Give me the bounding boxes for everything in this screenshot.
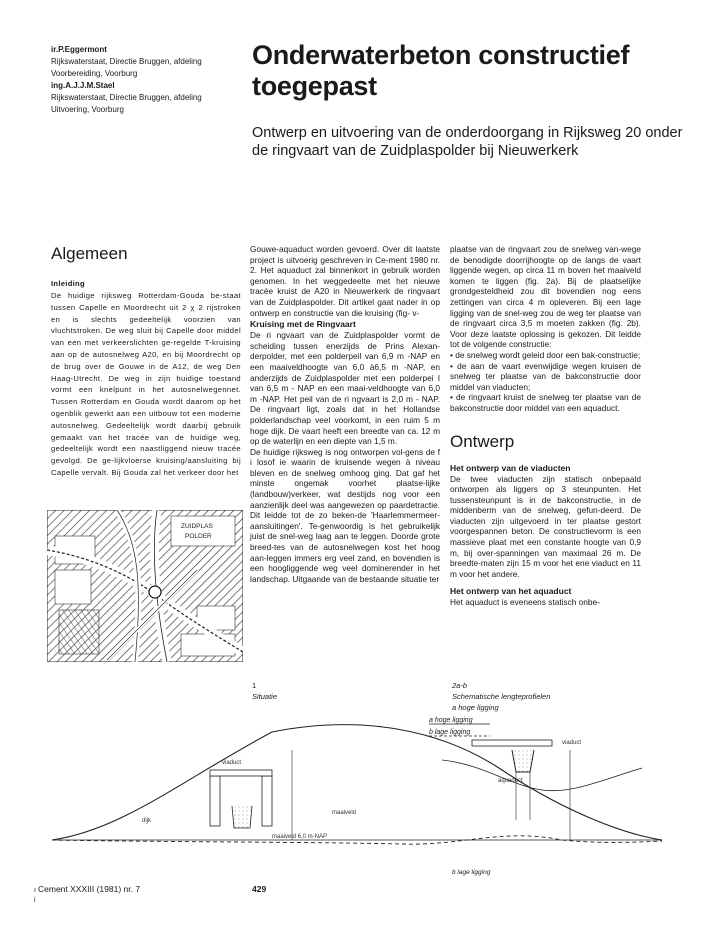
section-heading: Ontwerp [450,431,515,451]
author-affiliation: Rijkswaterstaat, Directie Bruggen, afdeling [51,57,202,66]
figure-caption-text: Schematische lengteprofielen [452,692,551,701]
column-2 [250,244,440,584]
legend-b: b lage ligging [429,729,471,736]
article-title [252,40,692,102]
page-number: 429 [252,884,267,894]
profile-label: dijk [142,818,152,824]
journal-reference: Cement XXXIII (1981) nr. 7 [38,884,141,894]
subsection-heading: Inleiding [51,279,85,288]
profile-drawing [42,710,672,860]
body-paragraph: plaatse van de ringvaart zou de snelweg van-wege de benodigde doorrijhoogte op de langs de vaart liggende wegen, op circa 11 m boven het maaiveld komen te liggen (fig. 2a). Bij de plaatselijke grondgesteldheid zou dit bovendien nog eens zettingen van circa 4 m opleveren. Bij een lage ligging van de snel-weg zou de weg ter plaatse van de ringvaart circa 3,5 m moeten zakken (fig. 2b). Voor deze laatste oplossing is gekozen. Dit leidde tot de volgende constructie: [450,244,641,350]
section-heading: Algemeen [51,244,128,263]
author-name: ing.A.J.J.M.Stael [51,81,115,90]
subsection-heading: Kruising met de Ringvaart [250,319,356,330]
map-drawing [47,510,243,662]
author-block [51,44,241,116]
author-name: ir.P.Eggermont [51,45,107,54]
body-paragraph: Gouwe-aquaduct worden gevoerd. Over dit laatste project is uitvoerig geschreven in Ce-ment 1980 nr. 2. Het aquaduct zal binnenkort in gebruik worden genomen. In het weggedeelte met het nieuwe tracée kruist de A20 in Nieuwerkerk de ringvaart van de Zuidplaspolder. Dit artikel gaat nader in op ontwerp en constructie van die kruising (fig- v- [250,244,440,318]
figure-2-bottom-label: b lage ligging [452,869,491,876]
profile-label: maaiveld 6,0 m-NAP [272,834,328,840]
body-paragraph: De huidige rijksweg is nog ontworpen vol-gens de f i losof ie waarin de kruisende wegen à niveau bleven en de snelweg omhoog ging. Dat gaf het minste ongemak voorhet plaatse-lijke (landbouw)verkeer, wat destijds nog voor een aanzienlijk deel was aangewezen op paardetractie. Dit leidde tot de zo beken-de 'Haarlemmermeer-aansluitingen'. Te-genwoordig is het gebruikelijk juist de snel-weg laag aan te leggen. Doorde grote breed-tes van de autosnelwegen kost het hoog aan-leggen immers erg veel zand, en bovendien is een hoogliggende weg veel dominerender in het landschap. Uitgaande van de bestaande situatie ter [250,446,440,584]
author-affiliation: Voorbereiding, Voorburg [51,69,138,78]
figure-caption-text: a hoge ligging [452,703,499,712]
figure-2-profiles [42,710,672,860]
subsection-heading: Het ontwerp van de viaducten [450,462,571,473]
body-paragraph: De huidige rijksweg Rotterdam-Gouda be-staat tussen Capelle en Moordrecht uit 2 χ 2 rijstroken en is slechts gedeeltelijk voorzien van vluchtstroken. De weg sluit bij Capelle door middel van een met verkeerslichten ge-regelde T-kruising aan op de autosnelweg A20, en bij Moordrecht op de brug over de Gouwe in de A12, de weg Den Haag-Utrecht. De weg in zijn huidige toestand vormt een knelpunt in het autosnelwegennet. Tussen Rotterdam en Gouda wordt daarom op het ogenblik gewerkt aan een uitbouw tot een moderne autosnelweg. Gedeeltelijk wordt daarbij gebruik gemaakt van het tracée van de huidige weg, gedeeltelijk wordt een naastliggend nieuw tracée gevolgd. De ge-lijkvloerse kruising/aansluiting bij Capelle vervalt. Bij Gouda zal het verkeer door het [51,291,241,477]
title-line: Onderwaterbeton constructief [252,40,630,70]
figure-1-caption [252,680,277,702]
body-paragraph: De ri ngvaart van de Zuidplaspolder vormt de scheiding tussen enerzijds de Prins Alexan-derpolder, met een polderpeil van 6,9 m -NAP en een maaiveldhoogte van 6,0 à6,5 m -NAP, en anderzijds de Zuidplaspolder met een polderpei I van 6,5 m - NAP en een maai-veldhoogte van 6,0 m -NAP. Het peil van de ri ngvaart is 2,0 m - NAP. De ringvaart ligt, zoals dat in het Hollandse polderlandschap veel voorkomt, in een ruim 5 m hoge dijk. De vaart heeft een breedte van ca. 12 m op de waterlijn en een diepte van 1,5 m. [250,330,440,447]
article-subtitle: Ontwerp en uitvoering van de onderdoorgang in Rijksweg 20 onder de ringvaart van de Zuidplaspolder bij Nieuwerkerk [252,125,683,159]
map-label: ZUIDPLAS [181,523,213,530]
author-affiliation: Rijkswaterstaat, Directie Bruggen, afdeling [51,93,202,102]
figure-2-caption [452,680,550,713]
legend-a: a hoge ligging [429,717,473,724]
body-paragraph: Het aquaduct is eveneens statisch onbe- [450,597,600,608]
body-paragraph: De twee viaducten zijn statisch onbepaald ontworpen als liggers op 3 steunpunten. Het tussensteunpunt is in de bakconstructie, in de middenberm van de snelweg, gefun-deerd. De viaducten zijn uitgevoerd in ter plaatse gestort voorgespannen beton. De constructievorm is een massieve plaat met een constante hoogte van 0,9 m, bij over-spanningen van maximaal 26 m. De breedte-maten zijn 15 m voor het ene viaduct en 11 m voor het andere. [450,473,641,579]
list-item: • de aan de vaart evenwijdige wegen kruisen de snelweg ter plaatse van de bakconstructie door middel van viaducten; [450,360,641,392]
list-item: • de ringvaart kruist de snelweg ter plaatse van de bakconstructie door middel van een aquaduct. [450,392,641,413]
profile-label: viaduct [562,740,582,746]
profile-label: aquaduct [498,778,523,784]
column-1 [51,244,241,479]
map-label: POLDER [185,533,212,540]
column-3 [450,244,641,608]
figure-caption-text: Situatie [252,692,278,701]
figure-number: 2a-b [452,681,468,690]
figure-1-situation-map [47,510,243,662]
author-affiliation: Uitvoering, Voorburg [51,105,124,114]
footer-marks: ı i [34,887,36,904]
list-item: • de snelweg wordt geleid door een bak-constructie; [450,349,641,360]
figure-number: 1 [252,681,257,690]
profile-label: maaiveld [332,810,357,816]
bullet-list [450,350,641,414]
profile-label: viaduct [222,760,242,766]
title-line: toegepast [252,71,377,101]
subsection-heading: Het ontwerp van het aquaduct [450,586,572,597]
